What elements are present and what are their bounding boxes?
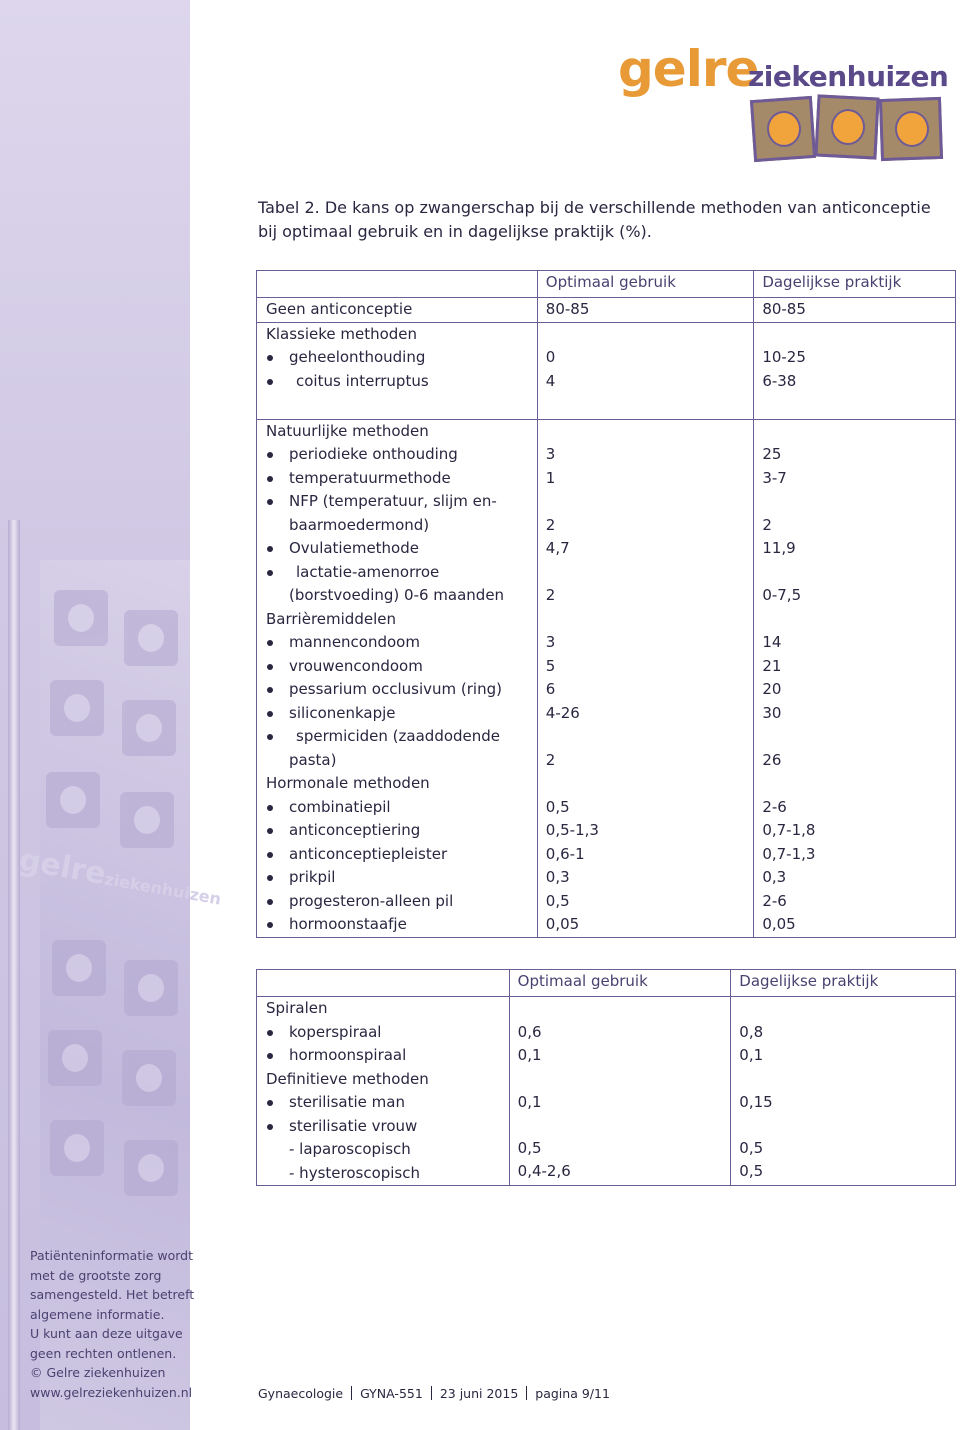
cell-value: 1 (545, 468, 556, 487)
cell-value: 80-85 (762, 300, 806, 318)
list-item: koperspiraal (266, 1021, 509, 1045)
sidebar-note (30, 1246, 195, 1402)
table-header-row (257, 271, 956, 298)
footer-separator (351, 1386, 352, 1400)
cell-value: 80-85 (545, 300, 590, 318)
list-item: sterilisatie vrouw (266, 1115, 509, 1139)
sidebar (0, 0, 223, 1430)
cell-value: 0,5 (545, 891, 570, 910)
footer-date: 23 juni 2015 (439, 1386, 519, 1401)
sidebar-note-line: geen rechten ontlenen. (30, 1345, 177, 1361)
cell-value: 0,5 (517, 1138, 542, 1157)
cell-value: 10-25 (762, 348, 806, 366)
cell-value: 0,1 (517, 1093, 542, 1111)
list-item: hormoonstaafje (266, 913, 537, 937)
column-header-dagelijks: Dagelijkse praktijk (739, 972, 879, 990)
sidebar-note-line: met de grootste zorg (30, 1267, 162, 1283)
list-item: hormoonspiraal (266, 1044, 509, 1068)
list-item: combinatiepil (266, 796, 537, 820)
table-row (257, 298, 956, 323)
logo-tile-icon (879, 97, 943, 161)
list-item: geheelonthouding (266, 346, 537, 370)
list-item: periodieke onthouding (266, 443, 537, 467)
sidebar-note-line: © Gelre ziekenhuizen (30, 1365, 166, 1380)
column-header-optimaal: Optimaal gebruik (545, 273, 676, 291)
cell-value: 0,15 (739, 1093, 773, 1111)
cell-value: 11,9 (762, 539, 796, 557)
logo-tile-icon (814, 94, 879, 159)
cell-value: 14 (762, 633, 782, 651)
sidebar-note-line: U kunt aan deze uitgave (30, 1326, 183, 1341)
cell-value: 5 (545, 656, 556, 675)
cell-value: 0,3 (545, 868, 570, 886)
cell-value: 4,7 (545, 539, 570, 557)
cell-value: 2 (545, 515, 556, 534)
table-row (257, 322, 956, 419)
list-item-continuation: (borstvoeding) 0-6 maanden (289, 586, 505, 604)
cell-value: 6 (545, 680, 556, 698)
section-title: Natuurlijke methoden (266, 421, 429, 440)
table-caption: Tabel 2. De kans op zwangerschap bij de verschillende methoden van anticonceptie bij optimaal gebruik en in dagelijkse praktijk (%). (258, 198, 931, 241)
cell-value: 0,05 (762, 915, 796, 933)
logo-text-ziekenhuizen: ziekenhuizen (748, 60, 949, 93)
list-item: progesteron-alleen pil (266, 890, 537, 914)
list-item: vrouwencondoom (266, 655, 537, 679)
cell-value: 0,8 (739, 1022, 764, 1041)
cell-value: 2 (762, 515, 772, 534)
list-item: pessarium occlusivum (ring) (266, 678, 537, 702)
footer-department: Gynaecologie (258, 1386, 344, 1401)
list-item: Ovulatiemethode (266, 537, 537, 561)
cell-value: 0,6 (517, 1022, 542, 1041)
logo-tile-icon (750, 96, 816, 162)
cell-value: 3-7 (762, 468, 787, 487)
cell-value: 20 (762, 680, 782, 698)
cell-value: 0,1 (517, 1046, 542, 1064)
cell-value: 25 (762, 445, 782, 463)
list-item: siliconenkapje (266, 702, 537, 726)
section-title: Spiralen (266, 999, 328, 1017)
cell-value: 0,5 (739, 1162, 764, 1180)
page-footer (258, 1386, 610, 1401)
cell-value: 4-26 (545, 703, 580, 722)
cell-value: 4 (545, 371, 556, 390)
sidebar-note-line: algemene informatie. (30, 1306, 165, 1322)
list-item: temperatuurmethode (266, 467, 537, 491)
cell-value: 21 (762, 656, 782, 675)
cell-value: 0,7-1,3 (762, 844, 816, 863)
footer-separator (431, 1386, 432, 1400)
cell-value: 2 (545, 750, 556, 769)
list-item: lactatie-amenorroe (266, 561, 537, 585)
cell-value: 0,3 (762, 868, 787, 886)
cell-value: 0,4-2,6 (517, 1162, 571, 1180)
cell-value: 2-6 (762, 891, 787, 910)
cell-value: 2-6 (762, 797, 787, 816)
cell-value: 0,5 (739, 1138, 764, 1157)
column-header-dagelijks: Dagelijkse praktijk (762, 273, 902, 291)
website-link[interactable]: www.gelreziekenhuizen.nl (30, 1384, 193, 1400)
column-header-optimaal: Optimaal gebruik (517, 972, 648, 990)
logo-text-gelre: gelre (618, 40, 759, 98)
cell-value: 0,5 (545, 797, 570, 816)
footer-separator (526, 1386, 527, 1400)
footer-page-number: pagina 9/11 (535, 1386, 610, 1401)
cell-value: 0,6-1 (545, 844, 585, 863)
cell-value: 0,7-1,8 (762, 821, 816, 839)
cell-value: 0 (545, 348, 556, 366)
footer-code: GYNA-551 (360, 1386, 423, 1401)
cell-value: 0,05 (545, 915, 580, 933)
cell-value: 30 (762, 703, 782, 722)
cell-value: 6-38 (762, 371, 797, 390)
cell-value: 3 (545, 445, 556, 463)
cell-value: 0-7,5 (762, 586, 802, 604)
list-item: sterilisatie man (266, 1091, 509, 1115)
list-subitem: - hysteroscopisch (289, 1163, 421, 1182)
sidebar-note-line: samengesteld. Het betreft (30, 1287, 195, 1302)
cell-value: 0,1 (739, 1046, 764, 1064)
section-title: Hormonale methoden (266, 774, 430, 792)
cell-value: 26 (762, 750, 782, 769)
list-subitem: - laparoscopisch (289, 1140, 411, 1158)
list-item: mannencondoom (266, 631, 537, 655)
list-item: prikpil (266, 866, 537, 890)
contraception-table-1 (256, 270, 956, 938)
table-header-row (257, 970, 956, 997)
flagpole-graphic (8, 520, 20, 1430)
cell-value: 3 (545, 633, 556, 651)
section-title: Barrièremiddelen (266, 609, 396, 628)
section-title: Definitieve methoden (266, 1069, 429, 1088)
contraception-table-2 (256, 969, 956, 1186)
list-item-continuation: pasta) (289, 750, 337, 769)
cell-value: 0,5-1,3 (545, 821, 599, 839)
list-item: spermiciden (zaaddodende (266, 725, 537, 749)
flag-logo-watermark: gelreziekenhuizen (16, 842, 223, 909)
table-row (257, 997, 956, 1186)
sidebar-note-line: Patiënteninformatie wordt (30, 1248, 194, 1263)
list-item-continuation: baarmoedermond) (289, 515, 430, 534)
list-item: coitus interruptus (266, 370, 537, 394)
list-item: anticonceptiering (266, 819, 537, 843)
section-title: Klassieke methoden (266, 324, 418, 343)
table-row (257, 419, 956, 937)
list-item: anticonceptiepleister (266, 843, 537, 867)
cell-value: 2 (545, 586, 556, 604)
row-label: Geen anticonceptie (266, 300, 413, 318)
list-item: NFP (temperatuur, slijm en- (266, 490, 537, 514)
